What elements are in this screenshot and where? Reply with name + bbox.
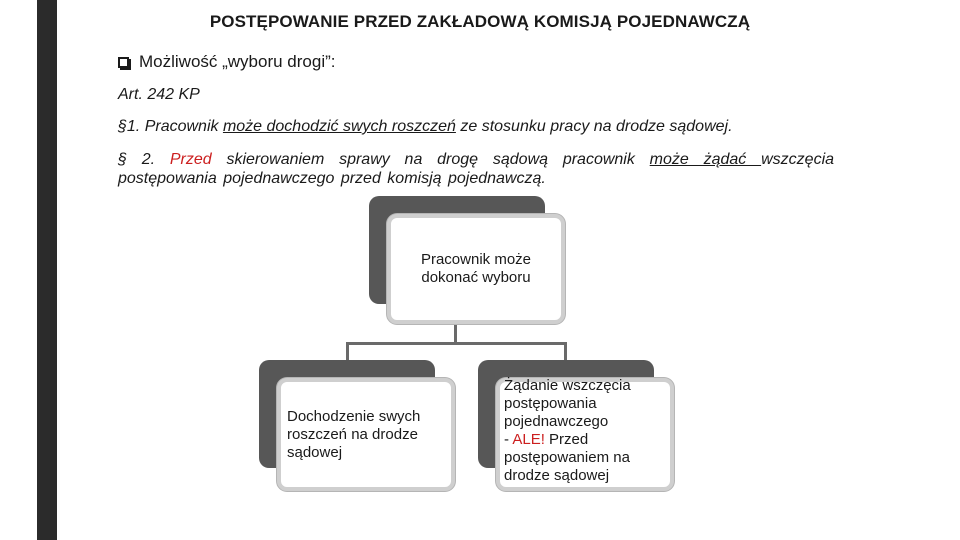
ale-suffix: Przed xyxy=(544,431,589,448)
square-bullet-icon xyxy=(118,57,129,68)
left-node-line-1: Dochodzenie swych xyxy=(287,408,421,425)
left-node-line-3: sądowej xyxy=(287,444,343,461)
para2-suffix: wszczęcia postępowania pojednawczego przed komisją pojednawczą. xyxy=(118,151,835,187)
right-node-line-1: Żądanie wszczęcia xyxy=(504,377,631,394)
right-node-line-5: postępowaniem na xyxy=(504,449,630,466)
left-side-bar xyxy=(37,0,57,540)
connector-left-drop xyxy=(346,342,349,360)
para2-red-word: Przed xyxy=(169,151,212,168)
right-node-ale-line xyxy=(504,431,669,449)
para1-suffix: ze stosunku pracy na drodze sądowej. xyxy=(455,118,733,135)
top-node-text xyxy=(387,251,565,287)
right-node-line-2: postępowania xyxy=(504,395,597,412)
para1-underlined: może dochodzić swych roszczeń xyxy=(222,118,456,135)
paragraph-2 xyxy=(118,150,834,188)
article-reference: Art. 242 KP xyxy=(118,86,200,103)
top-node-line-2: dokonać wyboru xyxy=(421,269,531,286)
slide-title: POSTĘPOWANIE PRZED ZAKŁADOWĄ KOMISJĄ POJEDNAWCZĄ xyxy=(209,12,751,31)
bullet-item xyxy=(118,52,336,72)
right-node-line-6: drodze sądowej xyxy=(504,467,610,484)
right-node-line-3: pojednawczego xyxy=(504,413,609,430)
left-node-text xyxy=(287,408,447,462)
connector-right-drop xyxy=(564,342,567,360)
para2-middle: skierowaniem sprawy na drogę sądową pracownik xyxy=(211,151,650,168)
top-node-line-1: Pracownik może xyxy=(420,251,532,268)
bullet-text: Możliwość „wyboru drogi”: xyxy=(139,52,336,71)
left-node-line-2: roszczeń na drodze xyxy=(287,426,418,443)
ale-prefix: - xyxy=(504,431,513,448)
para2-prefix: § 2. xyxy=(118,151,170,168)
right-node-text xyxy=(504,377,669,485)
connector-horizontal xyxy=(346,342,566,345)
ale-text: ALE! xyxy=(512,431,545,448)
paragraph-1 xyxy=(118,118,838,136)
para2-underlined: może żądać xyxy=(649,151,762,168)
para1-prefix: §1. Pracownik xyxy=(118,118,223,135)
